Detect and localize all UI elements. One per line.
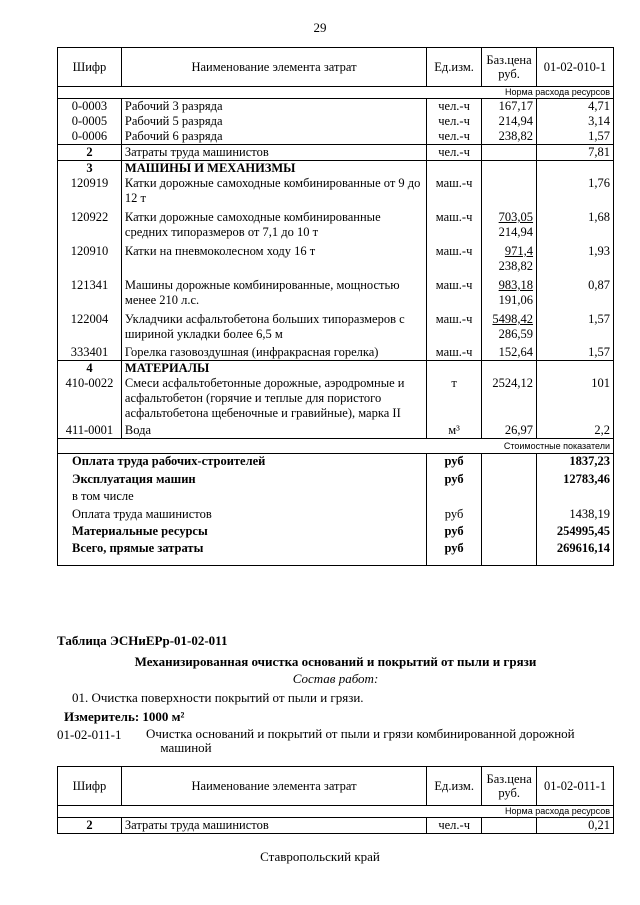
totals-row: в том числе (58, 487, 614, 504)
page-number: 29 (313, 20, 327, 35)
table-row: 121341 Машины дорожные комбинированные, мощностью менее 210 л.с. маш.-ч 983,18 191,06 0,87 (58, 278, 614, 312)
table-row: 120919 Катки дорожные самоходные комбинированные от 9 до 12 т маш.-ч 1,76 (58, 176, 614, 210)
totals-row: Всего, прямые затраты руб 269616,14 (58, 539, 614, 566)
cost-label: Стоимостные показатели (58, 439, 614, 454)
header-cipher: Шифр (58, 48, 122, 87)
header-unit: Ед.изм. (427, 48, 482, 87)
table-row: 120910 Катки на пневмоколесном ходу 16 т маш.-ч 971,4 238,82 1,93 (58, 244, 614, 278)
table-row: 120922 Катки дорожные самоходные комбинированные средних типоразмеров от 7,1 до 10 т маш.-ч 703,05 214,94 1,68 (58, 210, 614, 244)
item-code: 01-02-011-1 (57, 727, 122, 742)
section-row-materials: 4 МАТЕРИАЛЫ (58, 361, 614, 377)
resource-table-2 (57, 766, 614, 834)
totals-row: Оплата труда машинистов руб 1438,19 (58, 504, 614, 522)
table-row: 410-0022 Смеси асфальтобетонные дорожные, аэродромные и асфальтобетон (горячие и теплые для пористого асфальтобетона щебеночные и гравийные), марка II т 2524,12 101 (58, 376, 614, 423)
norm-label: Норма расхода ресурсов (58, 87, 614, 99)
table-row: 0-0003 Рабочий 3 разряда чел.-ч 167,17 4,71 (58, 99, 614, 115)
header-name: Наименование элемента затрат (121, 48, 426, 87)
header-code: 01-02-011-1 (537, 767, 614, 806)
item-description: Очистка оснований и покрытий от пыли и грязи комбинированной дорожной машиной (146, 726, 575, 755)
totals-row: Эксплуатация машин руб 12783,46 (58, 469, 614, 487)
table-title: Таблица ЭСНиЕРр-01-02-011 (57, 633, 228, 648)
table-row: 122004 Укладчики асфальтобетона больших типоразмеров с шириной укладки более 6,5 м маш.-ч 5498,42 286,59 1,57 (58, 312, 614, 345)
section-row-machines: 3 МАШИНЫ И МЕХАНИЗМЫ (58, 161, 614, 177)
table-row: 2 Затраты труда машинистов чел.-ч 7,81 (58, 145, 614, 161)
table-row: 0-0006 Рабочий 6 разряда чел.-ч 238,82 1,57 (58, 129, 614, 145)
table-row: 0-0005 Рабочий 5 разряда чел.-ч 214,94 3,14 (58, 114, 614, 129)
header-name: Наименование элемента затрат (121, 767, 426, 806)
totals-row: Материальные ресурсы руб 254995,45 (58, 522, 614, 539)
resource-table-1 (57, 47, 614, 566)
table-row: 2 Затраты труда машинистов чел.-ч 0,21 (58, 818, 614, 834)
footer-region: Ставропольский край (260, 849, 380, 864)
work-item: 01. Очистка поверхности покрытий от пыли и грязи. (72, 690, 364, 705)
totals-row: Оплата труда рабочих-строителей руб 1837,23 (58, 454, 614, 470)
work-composition-label: Состав работ: (292, 671, 379, 686)
table-row: 411-0001 Вода м³ 26,97 2,2 (58, 423, 614, 439)
header-price: Баз.цена руб. (482, 48, 537, 87)
section-subtitle: Механизированная очистка оснований и покрытий от пыли и грязи (134, 654, 537, 669)
header-unit: Ед.изм. (427, 767, 482, 806)
meter-label: Измеритель: 1000 м² (64, 709, 185, 724)
header-price: Баз.цена руб. (482, 767, 537, 806)
header-code: 01-02-010-1 (537, 48, 614, 87)
norm-label: Норма расхода ресурсов (58, 806, 614, 818)
header-cipher: Шифр (58, 767, 122, 806)
table-row: 333401 Горелка газовоздушная (инфракрасная горелка) маш.-ч 152,64 1,57 (58, 345, 614, 361)
